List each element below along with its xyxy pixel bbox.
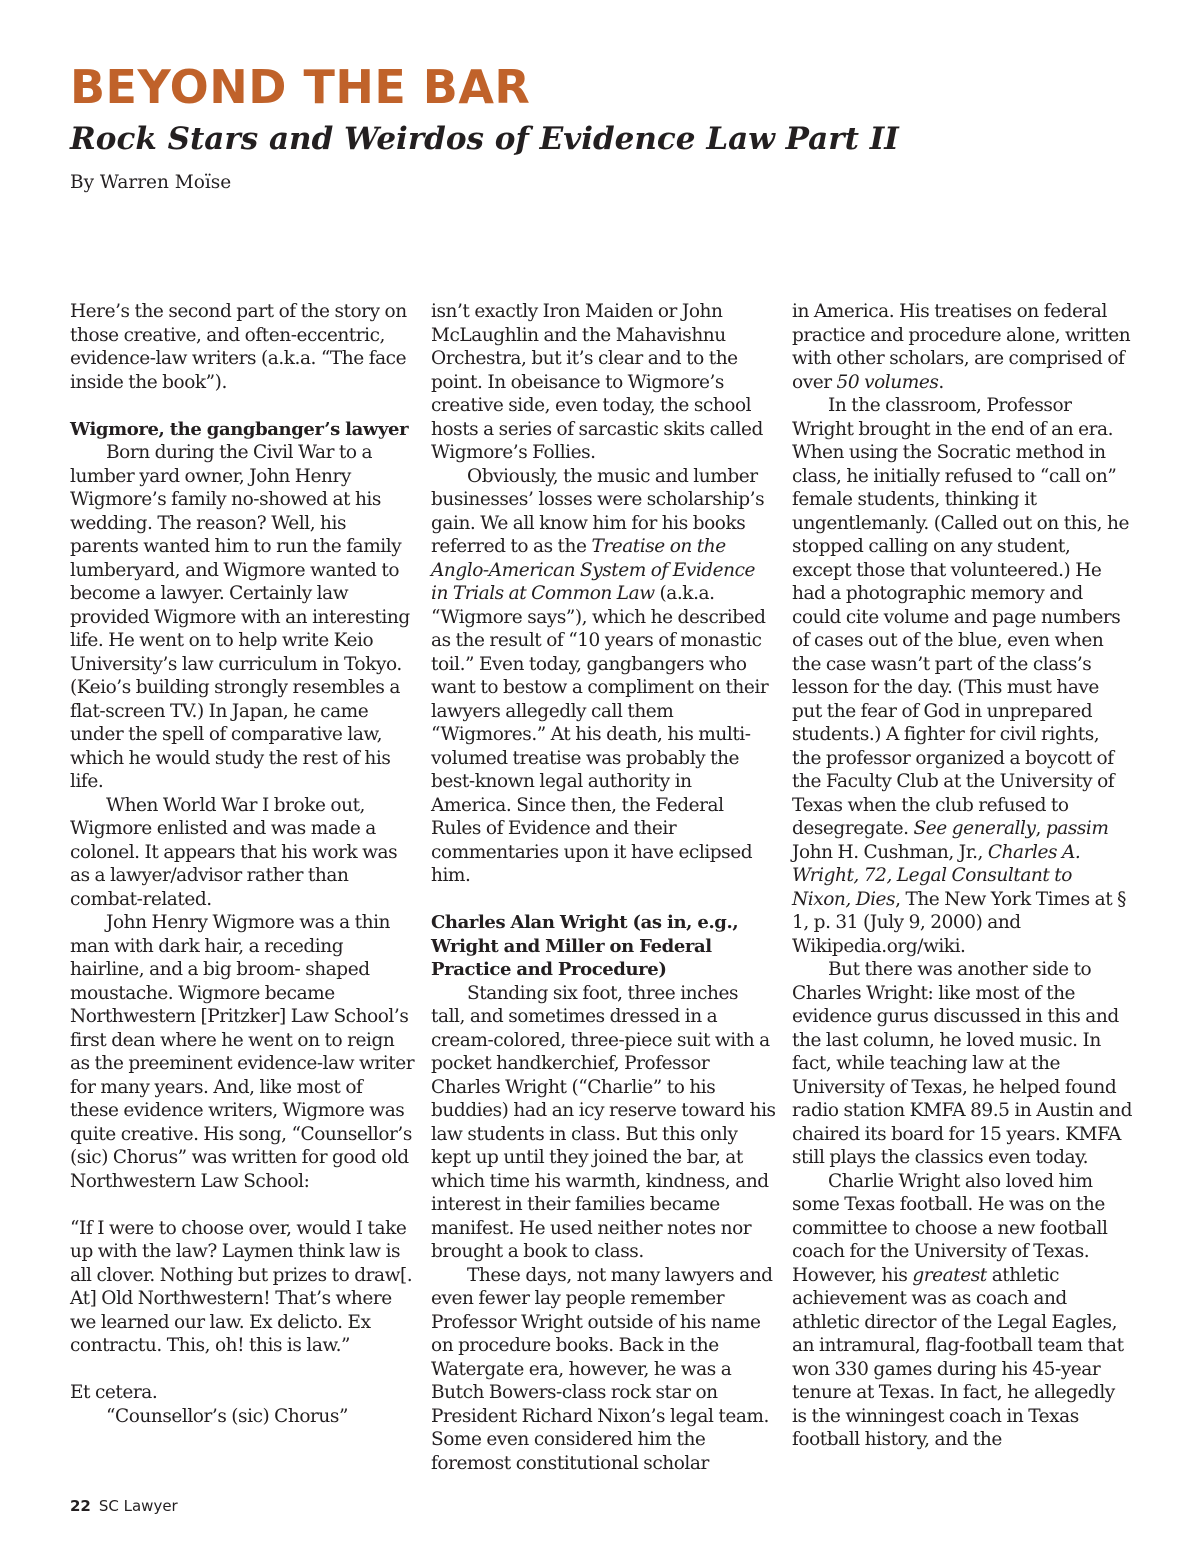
paragraph: When World War I broke out, Wigmore enlisted and was made a colonel. It appears that his work was as a lawyer/advisor rather than combat-related. — [70, 794, 398, 910]
paragraph-text: In the classroom, Professor Wright brought in the end of an era. When using the Socratic method in class, he initially refused to “call on” female students, thinking it ungentlemanly. (Called out on this, he stopped calling on any student, except those that volunteered.) He had a photographic memory and could cite volume and page numbers of cases out of the blue, even when the case wasn’t part of the class’s lesson for the day. (This must have put the fear of God in unprepared students.) A fighter for civil rights, the professor organized a boycott of the Faculty Club at the University of Texas when the club refused to desegregate. — [792, 395, 1129, 839]
paragraph: “Counsellor’s (sic) Chorus” — [106, 1405, 348, 1427]
paragraph — [792, 1170, 1132, 1452]
emphasis: greatest — [912, 1264, 987, 1286]
section-heading: Wigmore, the gangbanger’s lawyer — [70, 418, 409, 440]
block-quote: “If I were to choose over, would I take up with the law? Laymen think law is all clover. Nothing but prizes to draw[. At] Old Northwestern! That’s where we learned our law. Ex delicto. Ex contractu. This, oh! this is law.” — [70, 1217, 413, 1356]
paragraph: Standing six foot, three inches tall, and sometimes dressed in a cream-colored, three-piece suit with a pocket handkerchief, Professor Charles Wright (“Charlie” to his buddies) had an icy reserve toward his law students in class. But this only kept up until they joined the bar, at which time his warmth, kindness, and interest in their families became manifest. He used neither notes nor brought a book to class. — [431, 982, 776, 1262]
publication-name: SC Lawyer — [98, 1497, 178, 1515]
section-heading: Charles Alan Wright (as in, e.g., Wright and Miller on Federal Practice and Procedure) — [431, 912, 739, 980]
paragraph: Born during the Civil War to a lumber yard owner, John Henry Wigmore’s family no-showed at his wedding. The reason? Well, his parents wanted him to run the family lumberyard, and Wigmore wanted to become a lawyer. Certainly law provided Wigmore with an interesting life. He went on to help write Keio University’s law curriculum in Tokyo. (Keio’s building strongly resembles a flat-screen TV.) In Japan, he came under the spell of comparative law, which he would study the rest of his life. — [70, 442, 410, 792]
paragraph: Here’s the second part of the story on those creative, and often-eccentric, evidence-law writers (a.k.a. “The face inside the book”). — [70, 301, 407, 393]
page-number: 22 — [70, 1497, 91, 1515]
page-footer — [70, 1497, 178, 1515]
paragraph — [792, 300, 1132, 394]
paragraph-text: . — [938, 371, 944, 393]
paragraph — [792, 394, 1132, 958]
paragraph-text: (a.k.a. “Wigmore says”), which he described as the result of “10 years of monastic toil.” Even today, gangbangers who want to bestow a compliment on their lawyers allegedly call them “Wigmores.” At his death, his multi-volumed treatise was probably the best-known legal authority in America. Since then, the Federal Rules of Evidence and their commentaries upon it have eclipsed him. — [431, 583, 769, 886]
paragraph-text: in America. His treatises on federal practice and procedure alone, written with other scholars, are comprised of over — [792, 301, 1131, 393]
article-subtitle: Rock Stars and Weirdos of Evidence Law Part II — [70, 121, 899, 157]
text-column-3 — [792, 300, 1132, 1452]
emphasis: 50 volumes — [836, 371, 939, 393]
article-byline: By Warren Moïse — [70, 172, 232, 193]
paragraph — [431, 465, 776, 888]
paragraph: Et cetera. — [70, 1382, 158, 1403]
paragraph-text: athletic achievement was as coach and athletic director of the Legal Eagles, an intramural, flag-football team that won 330 games during his 45-year tenure at Texas. In fact, he allegedly is the winningest coach in Texas football history, and the — [792, 1264, 1124, 1450]
paragraph: But there was another side to Charles Wright: like most of the evidence gurus discussed in this and the last column, he loved music. In fact, while teaching law at the University of Texas, he helped found radio station KMFA 89.5 in Austin and chaired its board for 15 years. KMFA still plays the classics even today. — [792, 959, 1132, 1168]
paragraph: isn’t exactly Iron Maiden or John McLaughlin and the Mahavishnu Orchestra, but it’s clear and to the point. In obeisance to Wigmore’s creative side, even today, the school hosts a series of sarcastic skits called Wigmore’s Follies. — [431, 301, 763, 463]
paragraph-text: , — [1035, 818, 1041, 839]
article-section-title: BEYOND THE BAR — [70, 60, 531, 114]
citation-signal: passim — [1045, 818, 1109, 839]
paragraph-text: Obviously, the music and lumber businesses’ losses were scholarship’s gain. We all know him for his books referred to as the — [431, 465, 765, 557]
citation-author: John H. Cushman, Jr., — [792, 841, 983, 863]
citation-source: , The New York Times at § 1, p. 31 (July 9, 2000) and Wikipedia.org/wiki. — [792, 888, 1126, 957]
citation-signal: See generally — [913, 818, 1036, 839]
paragraph: John Henry Wigmore was a thin man with dark hair, a receding hairline, and a big broom- shaped moustache. Wigmore became Northwestern [Pritzker] Law School’s first dean where he went on to reign as the preeminent evidence-law writer for many years. And, like most of these evidence writers, Wigmore was quite creative. His song, “Counsellor’s (sic) Chorus” was written for good old Northwestern Law School: — [70, 912, 415, 1192]
text-column-1 — [70, 300, 415, 1428]
text-column-2 — [431, 300, 776, 1475]
paragraph: These days, not many lawyers and even fewer lay people remember Professor Wright outside of his name on procedure books. Back in the Watergate era, however, he was a Butch Bowers-class rock star on President Richard Nixon’s legal team. Some even considered him the foremost constitutional scholar — [431, 1264, 773, 1474]
treatise-title: Treatise on the Anglo-American System of Evidence in Trials at Common Law — [431, 536, 756, 604]
paragraph-text: Charlie Wright also loved him some Texas football. He was on the committee to choose a new football coach for the University of Texas. However, his — [792, 1170, 1108, 1286]
citation-article-title: Charles A. Wright, 72, Legal Consultant to Nixon, Dies — [792, 841, 1081, 910]
